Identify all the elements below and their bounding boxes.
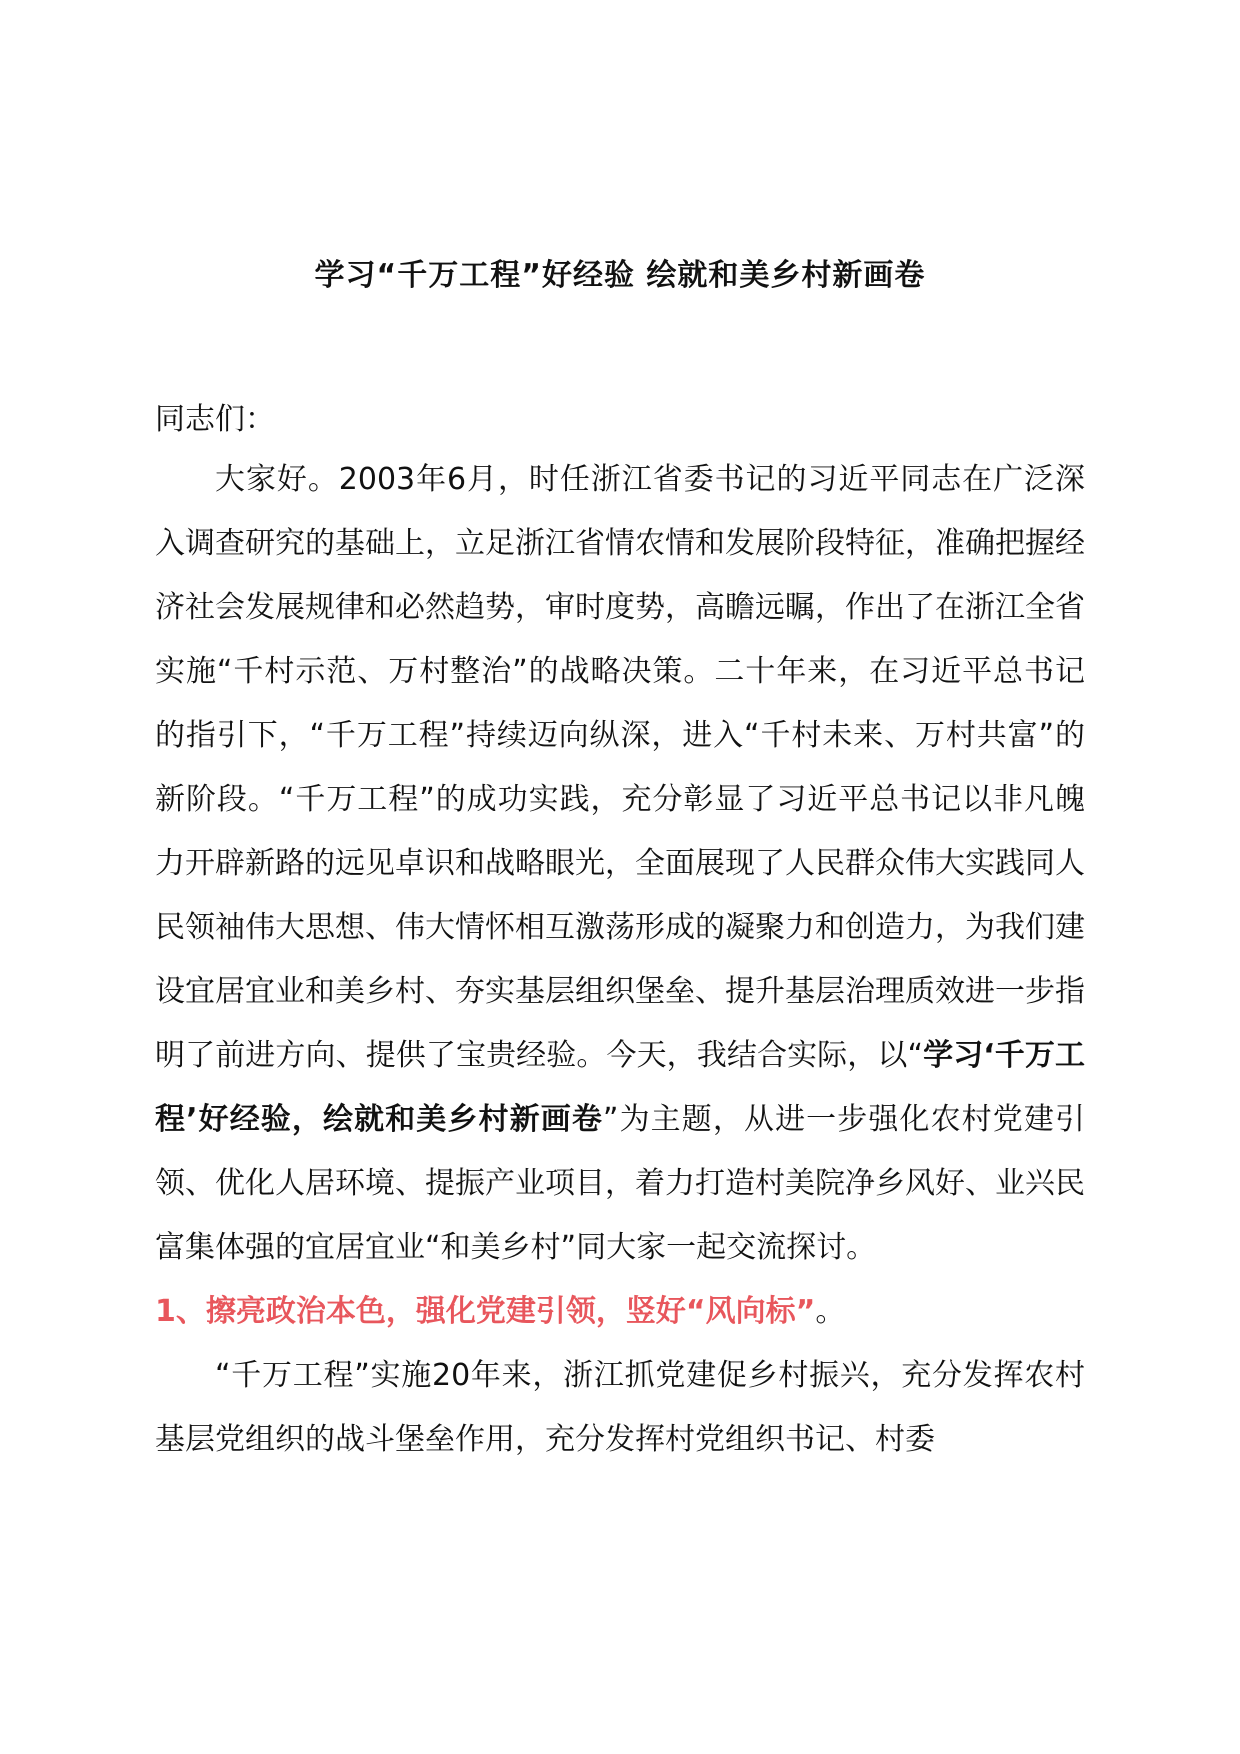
intro-text-before-bold: 大家好。2003年6月，时任浙江省委书记的习近平同志在广泛深入调查研究的基础上，立足浙江省情农情和发展阶段特征，准确把握经济社会发展规律和必然趋势，审时度势，高瞻远瞩，作出了在浙江全省实施“千村示范、万村整治”的战略决策。二十年来，在习近平总书记的指引下，“千万工程”持续迈向纵深，进入“千村未来、万村共富”的新阶段。“千万工程”的成功实践，充分彰显了习近平总书记以非凡魄力开辟新路的远见卓识和战略眼光，全面展现了人民群众伟大实践同人民领袖伟大思想、伟大情怀相互激荡形成的凝聚力和创造力，为我们建设宜居宜业和美乡村、夯实基层组织堡垒、提升基层治理质效进一步指明了前进方向、提供了宝贵经验。今天，我结合实际，以“ (155, 462, 1085, 1073)
section-1-heading-tail: 。 (815, 1294, 846, 1329)
salutation: 同志们： (155, 402, 275, 437)
intro-text-after-bold: ”为主题，从进一步强化农村党建引领、优化人居环境、提振产业项目，着力打造村美院净乡风好、业兴民富集体强的宜居宜业“和美乡村”同大家一起交流探讨。 (155, 1102, 1085, 1265)
section-1-heading (155, 1280, 1085, 1344)
document-title: 学习“千万工程”好经验 绘就和美乡村新画卷 (314, 258, 926, 293)
intro-paragraph (155, 448, 1085, 1280)
section-1-paragraph: “千万工程”实施20年来，浙江抓党建促乡村振兴，充分发挥农村基层党组织的战斗堡垒作用，充分发挥村党组织书记、村委 (155, 1358, 1085, 1457)
intro-bold-theme: 学习‘千万工程’好经验，绘就和美乡村新画卷 (155, 1038, 1085, 1137)
document-body (155, 388, 1085, 1472)
section-1-heading-text: 1、擦亮政治本色，强化党建引领，竖好“风向标” (155, 1294, 816, 1329)
